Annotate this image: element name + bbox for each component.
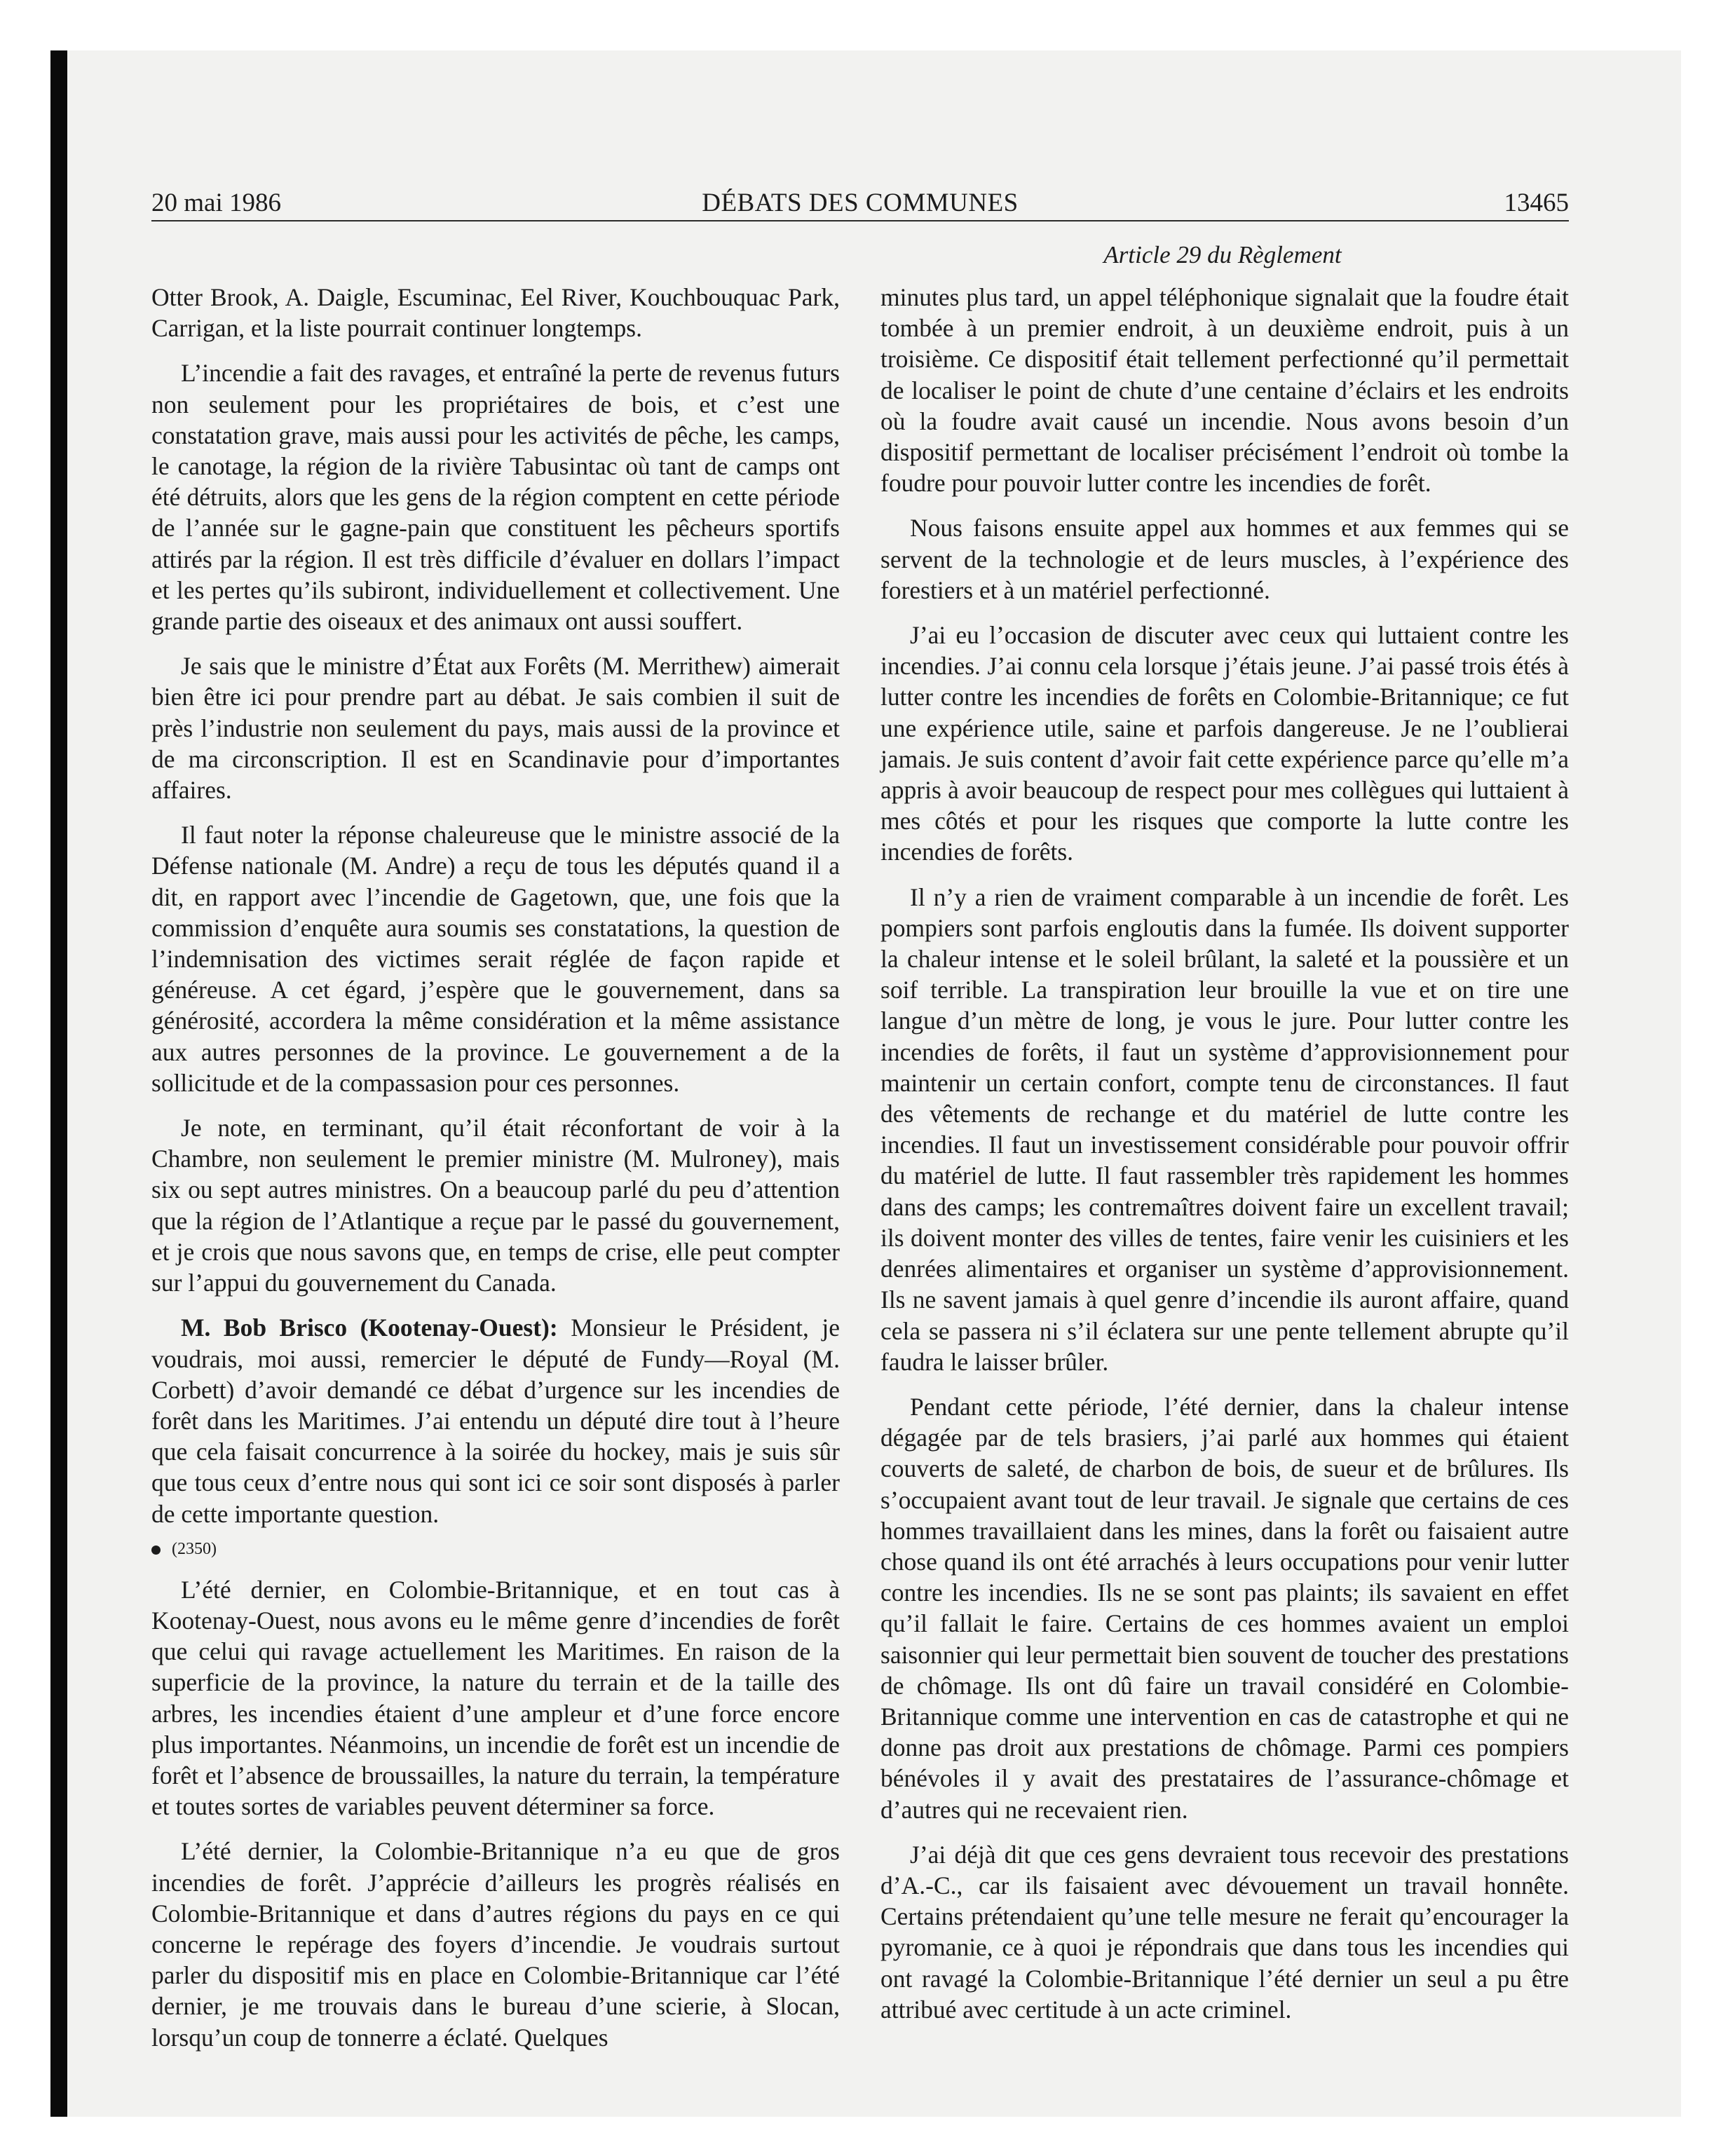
timestamp-marker: [151, 1534, 840, 1564]
speech-paragraph: [151, 1312, 840, 1529]
page-header: [151, 188, 1569, 219]
paragraph: J’ai eu l’occasion de discuter avec ceux qui luttaient contre les incendies. J’ai connu cela lorsque j’étais jeune. J’ai passé trois étés à lutter contre les incendies de forêts en Colombie-Britannique; ce fut une expérience utile, saine et parfois dangereuse. Je ne l’oublierai jamais. Je suis content d’avoir fait cette expérience parce qu’elle m’a appris à avoir beaucoup de respect pour mes collègues qui luttaient à mes côtés et pour les risques que comporte la lutte contre les incendies de forêts.: [880, 621, 1569, 866]
paragraph: Nous faisons ensuite appel aux hommes et aux femmes qui se servent de la technologie et de leurs muscles, à l’expérience des forestiers et à un matériel perfectionné.: [880, 514, 1569, 604]
binding-edge: [50, 50, 67, 2117]
speaker-name: M. Bob Brisco (Kootenay-Ouest):: [181, 1314, 558, 1342]
paragraph: Il n’y a rien de vraiment comparable à un incendie de forêt. Les pompiers sont parfois engloutis dans la fumée. Ils doivent supporter la chaleur intense et le soleil brûlant, la saleté et la poussière et un soif terrible. La transpiration leur brouille la vue et on tire une langue d’un mètre de long, je vous le jure. Pour lutter contre les incendies de forêts, il faut un système d’approvisionnement pour maintenir un certain confort, compte tenu de circonstances. Il faut des vêtements de rechange et du matériel de lutte contre les incendies. Il faut un investissement considérable pour pouvoir offrir du matériel de lutte. Il faut rassembler très rapidement les hommes dans des camps; les contremaîtres doivent faire un excellent travail; ils doivent monter des villes de tentes, faire venir les cuisiniers et les denrées alimentaires et organiser un système d’approvisionnement. Ils ne savent jamais à quel genre d’incendie ils auront affaire, quand cela se passera ni s’il éclatera sur une pente tellement abrupte qu’il faudra le laisser brûler.: [880, 882, 1569, 1376]
header-date: 20 mai 1986: [151, 189, 281, 217]
header-rule: [151, 220, 1569, 221]
paragraph: L’été dernier, en Colombie-Britannique, et en tout cas à Kootenay-Ouest, nous avons eu le même genre d’incendies de forêt que celui qui ravage actuellement les Maritimes. En raison de la superficie de la province, la nature du terrain et de la taille des arbres, les incendies étaient d’une ampleur et d’une force encore plus importantes. Néanmoins, un incendie de forêt est un incendie de forêt et l’absence de broussailles, la nature du terrain, la température et toutes sortes de variables peuvent déterminer sa force.: [151, 1575, 840, 1821]
paragraph: L’incendie a fait des ravages, et entraîné la perte de revenus futurs non seulement pour les propriétaires de bois, et c’est une constatation grave, mais aussi pour les activités de pêche, les camps, le canotage, la région de la rivière Tabusintac où tant de camps ont été détruits, alors que les gens de la région comptent en cette période de l’année sur le gagne-pain que constituent les pêcheurs sportifs attirés par la région. Il est très difficile d’évaluer en dollars l’impact et les pertes qu’ils subiront, individuellement et collectivement. Une grande partie des oiseaux et des animaux ont aussi souffert.: [151, 359, 840, 636]
paragraph: Je note, en terminant, qu’il était réconfortant de voir à la Chambre, non seulement le premier ministre (M. Mulroney), mais six ou sept autres ministres. On a beaucoup parlé du peu d’attention que la région de l’Atlantique a reçue par le passé du gouvernement, et je crois que nous savons que, en temps de crise, elle peut compter sur l’appui du gouvernement du Canada.: [151, 1114, 840, 1297]
left-column: [151, 282, 840, 2067]
page-number: 13465: [1504, 189, 1569, 217]
paragraph: minutes plus tard, un appel téléphonique signalait que la foudre était tombée à un premier endroit, à un deuxième endroit, puis à un troisième. Ce dispositif était tellement perfectionné qu’il permettait de localiser le point de chute d’une centaine d’éclairs et les endroits où la foudre avait causé un incendie. Nous avons besoin d’un dispositif permettant de localiser précisément l’endroit où tombe la foudre pour pouvoir lutter contre les incendies de forêt.: [880, 283, 1569, 498]
speech-text: Monsieur le Président, je voudrais, moi aussi, remercier le député de Fundy—Royal (M. Corbett) d’avoir demandé ce débat d’urgence sur les incendies de forêt dans les Maritimes. J’ai entendu un député dire tout à l’heure que cela faisait concurrence à la soirée du hockey, mais je suis sûr que tous ceux d’entre nous qui sont ici ce soir sont disposés à parler de cette importante question.: [151, 1314, 841, 1528]
paragraph: L’été dernier, la Colombie-Britannique n’a eu que de gros incendies de forêt. J’apprécie d’ailleurs les progrès réalisés en Colombie-Britannique et dans d’autres régions du pays en ce qui concerne le repérage des foyers d’incendie. Je voudrais surtout parler du dispositif mis en place en Colombie-Britannique car l’été dernier, je me trouvais dans le bureau d’une scierie, à Slocan, lorsqu’un coup de tonnerre a éclaté. Quelques: [151, 1837, 840, 2052]
section-title: Article 29 du Règlement: [1103, 241, 1342, 268]
bullet-icon: [151, 1546, 161, 1555]
timestamp: (2350): [172, 1539, 217, 1558]
paragraph: J’ai déjà dit que ces gens devraient tous recevoir des prestations d’A.-C., car ils faisaient avec dévouement un travail honnête. Certains prétendaient qu’une telle mesure ne ferait qu’encourager la pyromanie, ce à quoi je répondrais que dans tous les incendies qui ont ravagé la Colombie-Britannique l’été dernier un seul a pu être attribué avec certitude à un acte criminel.: [880, 1840, 1569, 2024]
header-title: DÉBATS DES COMMUNES: [702, 189, 1019, 217]
paragraph: Il faut noter la réponse chaleureuse que le ministre associé de la Défense nationale (M. Andre) a reçu de tous les députés quand il a dit, en rapport avec l’incendie de Gagetown, que, une fois que la commission d’enquête aura soumis ses constatations, la question de l’indemnisation des victimes serait réglée de façon rapide et généreuse. A cet égard, j’espère que le gouvernement, dans sa générosité, accordera la même considération et la même assistance aux autres personnes de la province. Le gouvernement a de la sollicitude et de la compassasion pour ces personnes.: [151, 821, 840, 1097]
paragraph: Otter Brook, A. Daigle, Escuminac, Eel River, Kouchbouquac Park, Carrigan, et la liste pourrait continuer longtemps.: [151, 283, 840, 343]
paragraph: Pendant cette période, l’été dernier, dans la chaleur intense dégagée par de tels brasiers, j’ai parlé aux hommes qui étaient couverts de saleté, de charbon de bois, de sueur et de brûlures. Ils s’occupaient avant tout de leur travail. Je signale que certains de ces hommes travaillaient dans les mines, dans la forêt ou faisaient autre chose quand ils ont été arrachés à leurs occupations pour venir lutter contre les incendies. Ils ne se sont pas plaints; ils savaient en effet qu’il fallait le faire. Certains de ces hommes avaient un emploi saisonnier qui leur permettait bien souvent de toucher des prestations de chômage. Ils ont dû faire un travail considéré en Colombie-Britannique comme une intervention en cas de catastrophe et qui ne donne pas droit aux prestations de chômage. Parmi ces pompiers bénévoles il y avait des prestataires de l’assurance-chômage et d’autres qui ne recevaient rien.: [880, 1392, 1569, 1824]
paragraph: Je sais que le ministre d’État aux Forêts (M. Merrithew) aimerait bien être ici pour prendre part au débat. Je sais combien il suit de près l’industrie non seulement du pays, mais aussi de la province et de ma circonscription. Il est en Scandinavie pour d’importantes affaires.: [151, 652, 840, 805]
right-column: [880, 282, 1569, 2039]
